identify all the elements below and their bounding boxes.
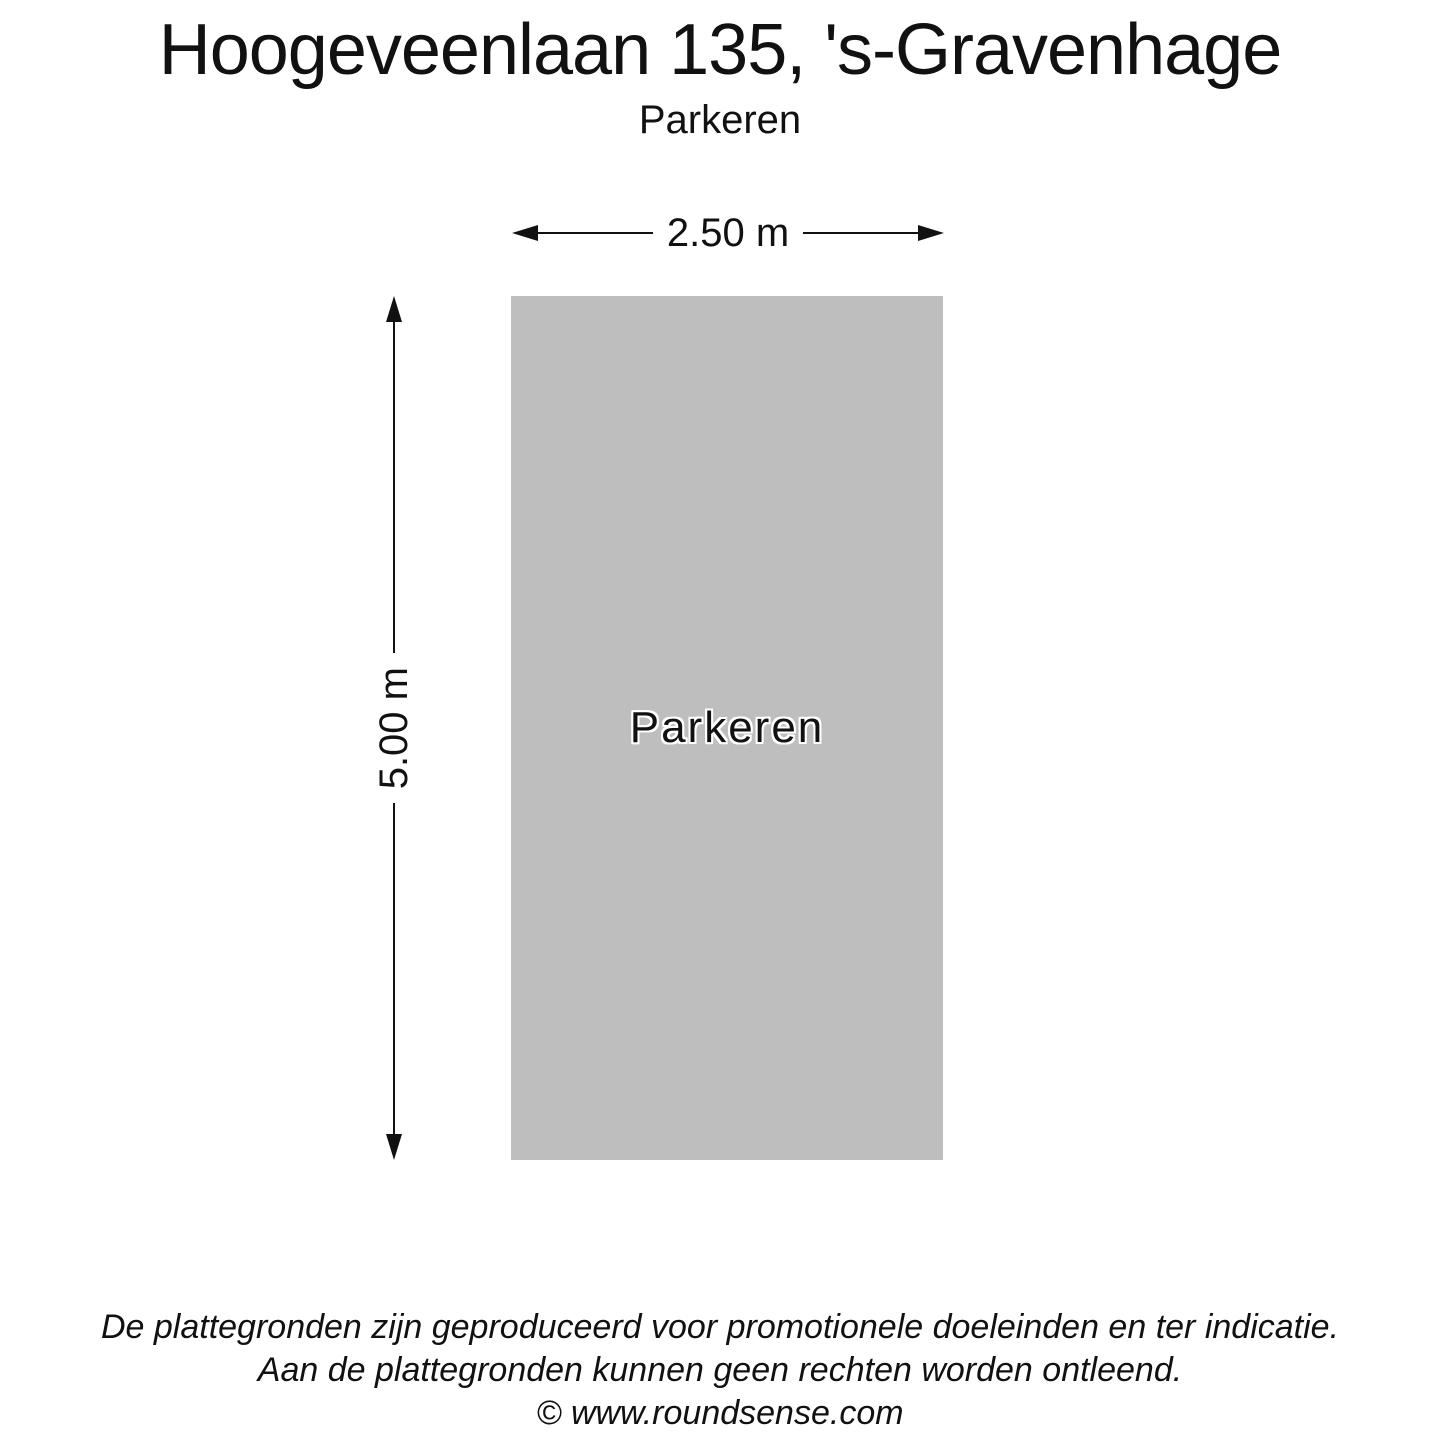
width-dimension <box>512 211 944 255</box>
dimension-line <box>393 322 395 653</box>
parking-space-rect <box>511 296 943 1160</box>
dimension-line <box>803 232 918 234</box>
dimension-line <box>393 803 395 1134</box>
disclaimer-line-2: Aan de plattegronden kunnen geen rechten worden ontleend. <box>257 1351 1183 1389</box>
dimension-line <box>538 232 653 234</box>
arrowhead-up-icon <box>386 296 402 322</box>
arrowhead-down-icon <box>386 1134 402 1160</box>
height-dimension-label: 5.00 m <box>371 666 416 790</box>
copyright-line: © www.roundsense.com <box>536 1394 904 1432</box>
disclaimer-line-1: De plattegronden zijn geproduceerd voor promotionele doeleinden en ter indicatie. <box>100 1308 1340 1346</box>
page-title: Hoogeveenlaan 135, 's-Gravenhage <box>158 10 1282 90</box>
page-subtitle: Parkeren <box>638 98 802 142</box>
arrowhead-right-icon <box>918 225 944 241</box>
parking-space-label: Parkeren <box>629 703 825 752</box>
disclaimer-footer <box>0 1306 1440 1435</box>
arrowhead-left-icon <box>512 225 538 241</box>
height-dimension <box>371 296 416 1160</box>
width-dimension-label: 2.50 m <box>666 211 790 255</box>
